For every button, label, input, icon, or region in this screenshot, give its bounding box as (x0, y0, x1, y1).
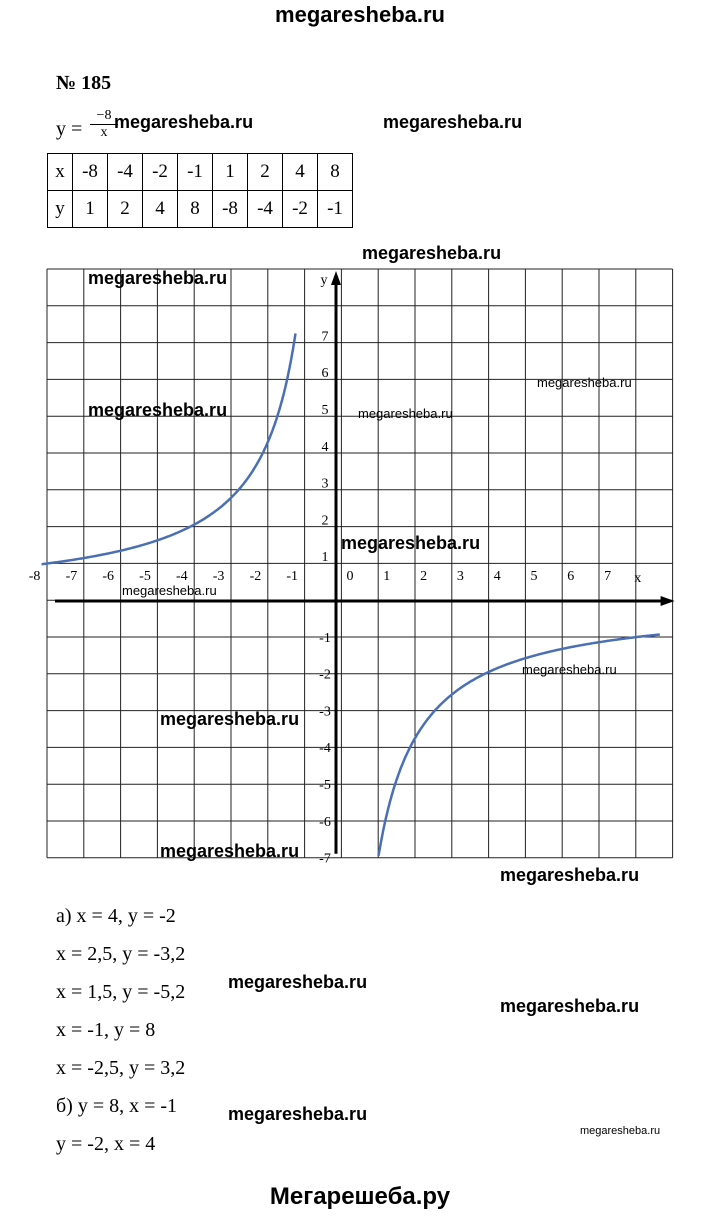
y-tick-label: -4 (319, 741, 331, 757)
site-footer: Мегарешеба.ру (269, 1183, 451, 1210)
x-tick-label: 1 (383, 569, 391, 584)
problem-number: № 185 (56, 72, 112, 94)
formula-denominator: x (100, 125, 108, 140)
y-tick-label: -5 (319, 778, 331, 793)
table-cell: 1 (73, 191, 108, 228)
watermark: megaresheba.ru (160, 841, 300, 861)
watermark: megaresheba.ru (88, 400, 228, 420)
table-cell: -1 (318, 191, 353, 228)
x-tick-label: -1 (286, 569, 299, 584)
watermark: megaresheba.ru (228, 1104, 368, 1124)
x-tick-label: -2 (249, 569, 262, 584)
answer-line: x = -2,5, y = 3,2 (56, 1057, 186, 1079)
table-cell: 8 (178, 191, 213, 228)
y-axis-arrow (331, 271, 341, 285)
x-tick-label: 2 (420, 569, 428, 584)
y-tick-label: -6 (319, 814, 331, 830)
y-tick-label: 2 (321, 513, 329, 529)
x-tick-label: 4 (493, 569, 501, 584)
y-tick-label: -7 (319, 851, 331, 867)
y-tick-label: 4 (321, 439, 329, 455)
answers-list (56, 897, 185, 1163)
x-tick-label: 7 (604, 569, 612, 584)
table-y-label: y (48, 191, 73, 228)
answer-line: y = -2, x = 4 (56, 1133, 156, 1155)
x-axis-label: x (634, 571, 642, 586)
table-cell: -8 (73, 154, 108, 191)
watermark: megaresheba.ru (341, 533, 481, 553)
answer-line: x = 2,5, y = -3,2 (56, 943, 186, 965)
watermark-small: megaresheba.ru (522, 662, 617, 677)
table-cell: 1 (213, 154, 248, 191)
y-tick-label: 3 (321, 476, 329, 492)
watermark: megaresheba.ru (114, 112, 254, 132)
x-tick-label: 0 (346, 569, 354, 584)
answer-line: x = -1, y = 8 (56, 1019, 156, 1041)
table-cell: 8 (318, 154, 353, 191)
table-cell: -2 (143, 154, 178, 191)
answer-line: а) x = 4, y = -2 (56, 905, 176, 927)
hyperbola-branch-2 (379, 635, 660, 856)
watermark: megaresheba.ru (500, 865, 640, 885)
x-tick-label: -4 (175, 569, 188, 584)
watermark: megaresheba.ru (228, 972, 368, 992)
watermark: megaresheba.ru (500, 996, 640, 1016)
watermark: megaresheba.ru (160, 709, 300, 729)
x-tick-label: -3 (212, 569, 225, 584)
x-tick-label: 6 (567, 569, 575, 584)
y-tick-label: 7 (321, 329, 329, 345)
table-cell: -2 (283, 191, 318, 228)
watermark: megaresheba.ru (88, 268, 228, 288)
table-cell: -4 (248, 191, 283, 228)
table-cell: -8 (213, 191, 248, 228)
watermark: megaresheba.ru (362, 243, 502, 263)
formula-numerator: −8 (90, 108, 118, 125)
table-cell: 2 (108, 191, 143, 228)
watermark-small: megaresheba.ru (537, 375, 632, 390)
answer-line: x = 1,5, y = -5,2 (56, 981, 186, 1003)
site-header: megaresheba.ru (275, 2, 445, 27)
y-tick-label: -3 (319, 704, 331, 720)
watermark-small: megaresheba.ru (358, 406, 453, 421)
table-cell: 4 (143, 191, 178, 228)
y-axis-label: y (320, 273, 328, 288)
y-tick-label: 1 (321, 550, 329, 566)
x-tick-label: -5 (139, 569, 151, 584)
hyperbola-branch-1 (42, 333, 296, 564)
watermark: megaresheba.ru (383, 112, 523, 132)
table-x-label: x (48, 154, 73, 191)
x-tick-label: -8 (28, 569, 41, 584)
table-cell: 2 (248, 154, 283, 191)
watermark-small: megaresheba.ru (580, 1125, 661, 1137)
table-cell: -1 (178, 154, 213, 191)
x-tick-label: 3 (456, 569, 464, 584)
y-tick-label: -2 (319, 667, 331, 683)
y-tick-label: 6 (321, 366, 329, 382)
x-tick-label: -7 (65, 569, 78, 584)
answer-line: б) y = 8, x = -1 (56, 1095, 178, 1117)
table-cell: -4 (108, 154, 143, 191)
watermark-small: megaresheba.ru (122, 583, 217, 598)
x-tick-label: -6 (102, 569, 115, 584)
formula-lhs: y = (56, 118, 83, 140)
x-tick-label: 5 (530, 569, 538, 584)
table-cell: 4 (283, 154, 318, 191)
y-tick-label: 5 (321, 403, 329, 418)
y-tick-label: -1 (319, 630, 331, 646)
